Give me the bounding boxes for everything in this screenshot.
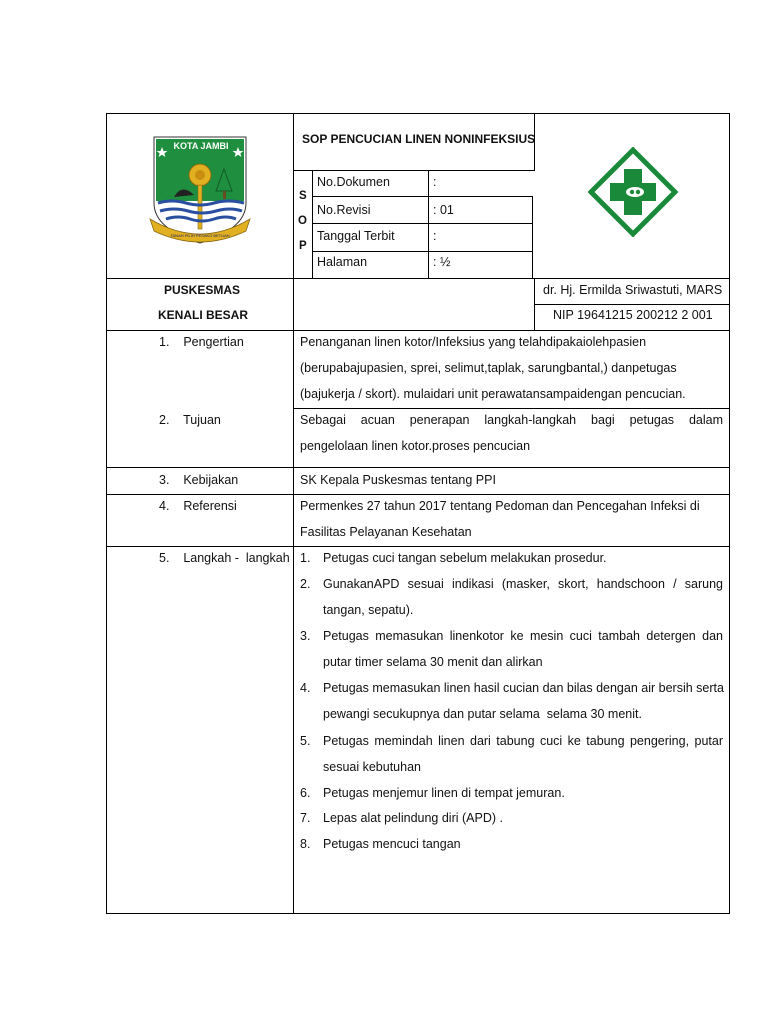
step-text: Petugas cuci tangan sebelum melakukan prosedur. [323, 551, 607, 565]
signer-name: dr. Hj. Ermilda Sriwastuti, MARS [543, 283, 723, 297]
section-label-tujuan: 2. Tujuan [159, 413, 221, 427]
kota-jambi-logo [148, 133, 252, 249]
step-text: Petugas memindah linen dari tabung cuci ke tabung pengering, putar [323, 734, 723, 748]
step-text: Petugas menjemur linen di tempat jemuran. [323, 786, 565, 800]
kebijakan-line: SK Kepala Puskesmas tentang PPI [300, 473, 496, 487]
tujuan-line: Sebagai acuan penerapan langkah-langkah bagi petugas dalam [300, 413, 723, 427]
tujuan-line: pengelolaan linen kotor.proses pencucian [300, 439, 531, 453]
section-label-kebijakan: 3. Kebijakan [159, 473, 239, 487]
step-number: 1. [300, 551, 311, 565]
org-name-line2: KENALI BESAR [158, 308, 249, 322]
step-number: 5. [300, 734, 311, 748]
org-name-line1: PUSKESMAS [164, 283, 241, 297]
step-number: 2. [300, 577, 311, 591]
step-text: tangan, sepatu). [323, 603, 414, 617]
pengertian-line: (berupabajupasien, sprei, selimut,taplak, sarungbantal,) danpetugas [300, 361, 677, 375]
logo-banner-text: KOTA JAMBI [173, 141, 229, 151]
step-text: Lepas alat pelindung diri (APD) . [323, 811, 503, 825]
step-number: 4. [300, 681, 311, 695]
pengertian-line: Penanganan linen kotor/Infeksius yang telahdipakaiolehpasien [300, 335, 647, 349]
step-text: GunakanAPD sesuai indikasi (masker, skort, handschoon / sarung [323, 577, 723, 591]
step-text: pewangi secukupnya dan putar selama selama 30 menit. [323, 707, 642, 721]
doc-row-label-norevisi: No.Revisi [317, 203, 371, 217]
step-text: Petugas mencuci tangan [323, 837, 461, 851]
step-text: sesuai kebutuhan [323, 760, 421, 774]
sop-letter-o: O [298, 215, 307, 227]
doc-row-value-halaman: : ½ [433, 255, 451, 269]
step-number: 6. [300, 786, 311, 800]
step-number: 3. [300, 629, 311, 643]
section-label-langkah: 5. Langkah - langkah [159, 551, 290, 565]
doc-row-label-nodokumen: No.Dokumen [317, 175, 390, 189]
referensi-line: Permenkes 27 tahun 2017 tentang Pedoman dan Pencegahan Infeksi di [300, 499, 700, 513]
section-label-pengertian: 1. Pengertian [159, 335, 244, 349]
doc-row-label-halaman: Halaman [317, 255, 368, 269]
step-text: Petugas memasukan linenkotor ke mesin cuci tambah detergen dan [323, 629, 723, 643]
pengertian-line: (bajukerja / skort). mulaidari unit perawatansampaidengan pencucian. [300, 387, 686, 401]
referensi-line: Fasilitas Pelayanan Kesehatan [300, 525, 472, 539]
puskesmas-logo [588, 147, 678, 237]
section-label-referensi: 4. Referensi [159, 499, 237, 513]
doc-row-value-norevisi: : 01 [433, 203, 454, 217]
doc-row-value-tanggal: : [433, 229, 437, 243]
step-number: 8. [300, 837, 311, 851]
sop-letter-s: S [299, 190, 307, 202]
step-number: 7. [300, 811, 311, 825]
signer-nip: NIP 19641215 200212 2 001 [553, 308, 713, 322]
doc-row-value-nodokumen: : [433, 175, 437, 189]
logo-motto-text: TANAH PILIH PESAKO BETUAH [170, 233, 230, 238]
sop-letter-p: P [299, 240, 307, 252]
doc-row-label-tanggal: Tanggal Terbit [317, 229, 395, 243]
step-text: putar timer selama 30 menit dan alirkan [323, 655, 543, 669]
step-text: Petugas memasukan linen hasil cucian dan bilas dengan air bersih serta [323, 681, 724, 695]
sop-title: SOP PENCUCIAN LINEN NONINFEKSIUS [302, 132, 536, 146]
